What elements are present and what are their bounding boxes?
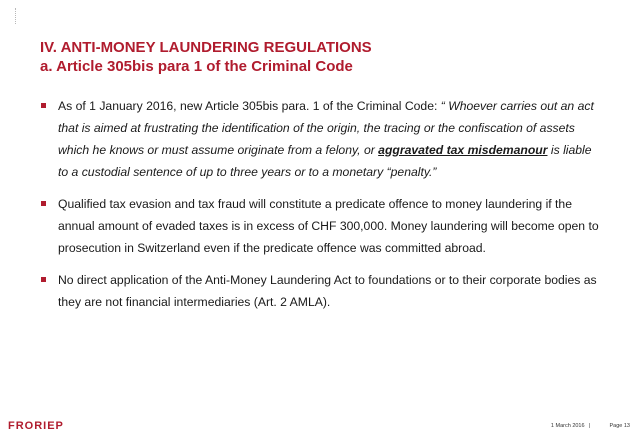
title-line-2: a. Article 305bis para 1 of the Criminal Code: [40, 58, 353, 75]
footer-date-block: [551, 423, 594, 429]
quote-emphasis: aggravated tax misdemanour: [378, 143, 548, 157]
bullet-square-icon: [41, 103, 46, 108]
footer-separator: |: [588, 423, 590, 429]
bullet-item-predicate-offence: [40, 193, 605, 259]
froriep-logo: FRORIEP: [8, 420, 64, 432]
slide-title: [40, 38, 600, 76]
corner-marker: [15, 8, 17, 24]
bullet-square-icon: [41, 277, 46, 282]
bullet-item-amla: [40, 269, 605, 313]
footer-page-number: Page 13: [609, 423, 630, 429]
quote-end: is liable to a custodial sentence of up to three years or to a monetary “penalty.”: [58, 143, 592, 179]
bullet-text: Qualified tax evasion and tax fraud will constitute a predicate offence to money laundering if the annual amount of evaded taxes is in excess of CHF 300,000. Money laundering will become open to prosecution in Switzerland even if the predicate offence was committed abroad.: [58, 197, 599, 255]
bullet-text: No direct application of the Anti-Money Laundering Act to foundations or to their corporate bodies as they are not financial intermediaries (Art. 2 AMLA).: [58, 273, 597, 309]
slide-footer: [0, 418, 638, 442]
quote-start: “ Whoever carries out an act that is aimed at frustrating the identification of the origin, the tracing or the confiscation of assets which he knows or must assume originate from a felony, or: [58, 99, 594, 157]
title-line-1: IV. ANTI-MONEY LAUNDERING REGULATIONS: [40, 39, 372, 56]
bullet-square-icon: [41, 201, 46, 206]
bullet-intro-text: As of 1 January 2016, new Article 305bis para. 1 of the Criminal Code:: [58, 99, 441, 113]
bullet-list: [40, 95, 605, 323]
bullet-item-article-305bis: [40, 95, 605, 183]
footer-date: 1 March 2016: [550, 423, 585, 429]
